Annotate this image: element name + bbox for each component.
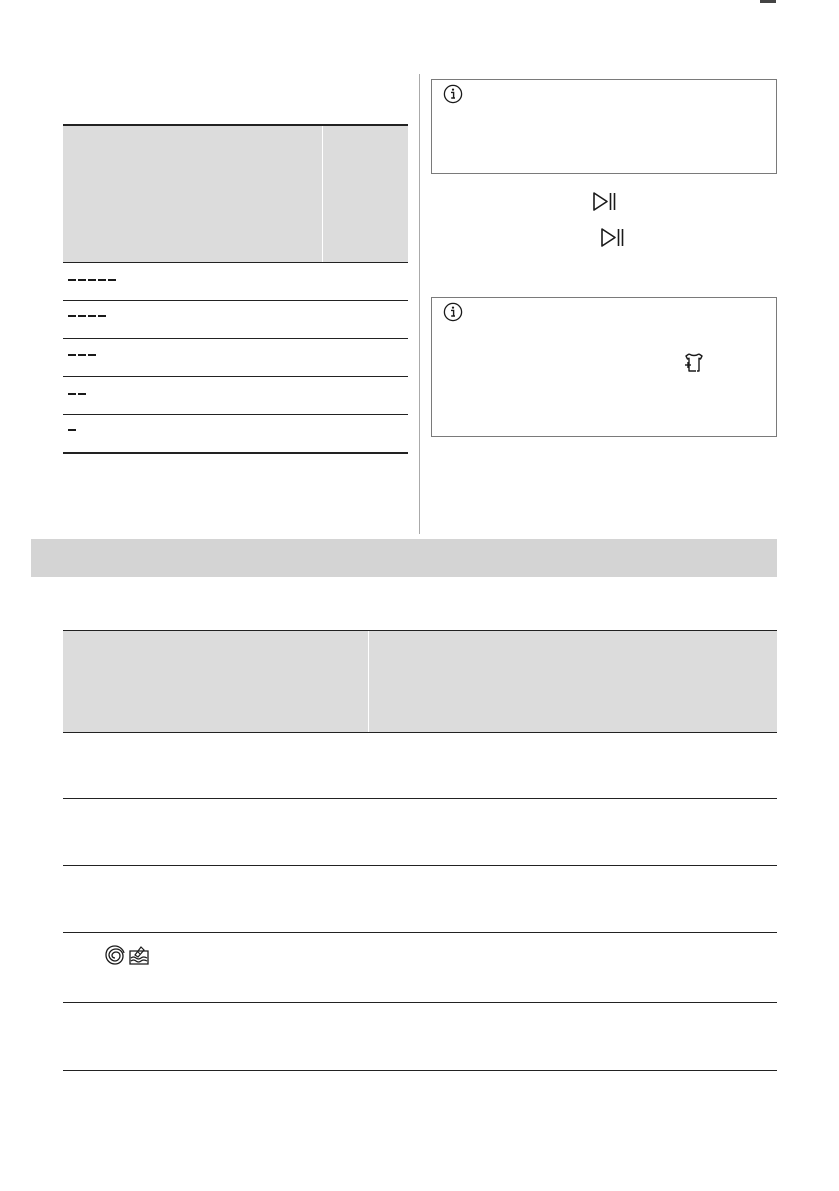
- info-icon: [443, 84, 463, 104]
- level-table-rule: [63, 376, 408, 377]
- level-table-bottom-rule: [63, 452, 408, 454]
- options-table-bottom-rule: [63, 1070, 777, 1071]
- options-table-header: [63, 631, 777, 732]
- level-table-header-divider: [322, 126, 323, 262]
- column-divider: [419, 74, 420, 534]
- options-table-header-divider: [368, 631, 369, 732]
- level-row-5: [68, 279, 116, 282]
- info-icon: [443, 302, 463, 322]
- level-table-rule: [63, 262, 408, 263]
- start-pause-icon: [592, 191, 618, 212]
- level-table-rule: [63, 338, 408, 339]
- level-row-3: [68, 354, 96, 357]
- options-table-rule: [63, 732, 777, 733]
- options-table-rule: [63, 798, 777, 799]
- steam-icon: [104, 944, 126, 966]
- options-table-rule: [63, 932, 777, 933]
- level-table-header: [63, 126, 408, 262]
- info-note-box: [431, 297, 777, 437]
- options-table-rule: [63, 865, 777, 866]
- info-note-box: [431, 79, 777, 174]
- soak-icon: [128, 944, 150, 966]
- level-row-4: [68, 315, 106, 318]
- section-heading-bar: [31, 539, 777, 577]
- level-row-2: [68, 393, 86, 396]
- level-table-rule: [63, 300, 408, 301]
- start-pause-icon: [600, 227, 626, 248]
- options-table-rule: [63, 1002, 777, 1003]
- add-garment-icon: [682, 352, 706, 374]
- page-edge-mark: [760, 0, 776, 3]
- level-row-1: [68, 429, 76, 432]
- level-table-rule: [63, 414, 408, 415]
